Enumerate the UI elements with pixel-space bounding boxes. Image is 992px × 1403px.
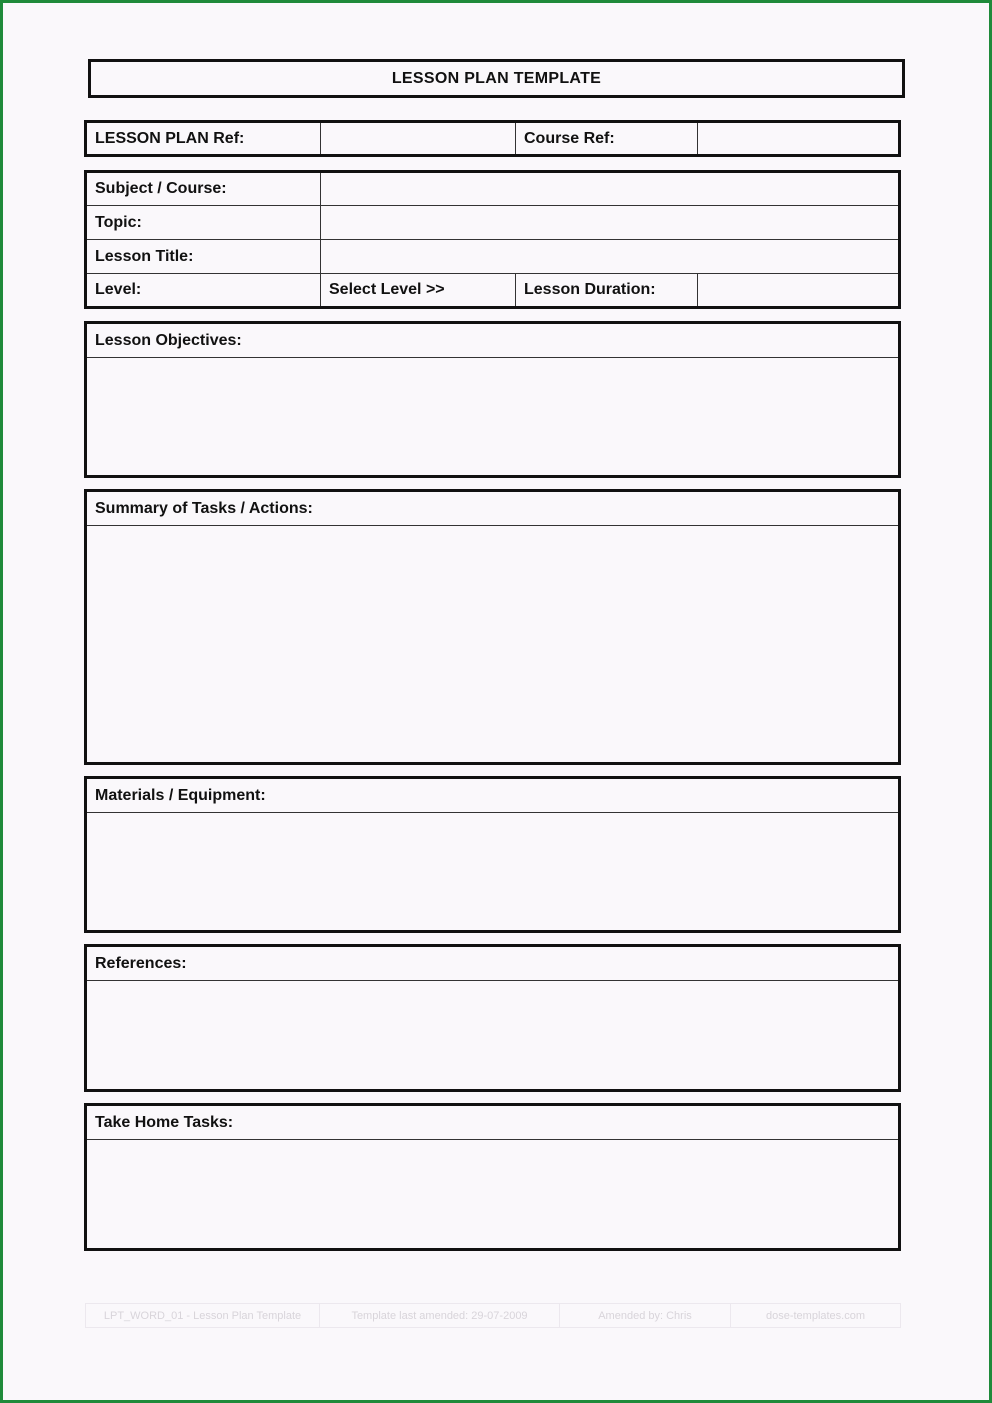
lesson-plan-ref-field[interactable] [321,122,516,156]
reference-table [84,120,901,157]
footer-site: dose-templates.com [765,1309,866,1322]
level-select[interactable]: Select Level >> [321,274,516,308]
summary-area[interactable] [87,526,898,762]
page-title: LESSON PLAN TEMPLATE [88,59,905,98]
footer-doc-code: LPT_WORD_01 - Lesson Plan Template [86,1304,320,1327]
take-home-area[interactable] [87,1140,898,1248]
details-table [84,170,901,309]
duration-label: Lesson Duration: [516,274,698,308]
materials-heading: Materials / Equipment: [87,779,898,813]
duration-field[interactable] [698,274,900,308]
footer-amended-by: Amended by: Chris [560,1304,731,1327]
level-label: Level: [86,274,321,308]
lesson-title-label: Lesson Title: [86,240,321,274]
subject-field[interactable] [321,172,900,206]
topic-field[interactable] [321,206,900,240]
summary-heading: Summary of Tasks / Actions: [87,492,898,526]
take-home-heading: Take Home Tasks: [87,1106,898,1140]
lesson-title-field[interactable] [321,240,900,274]
topic-label: Topic: [86,206,321,240]
course-ref-field[interactable] [698,122,900,156]
course-ref-label: Course Ref: [516,122,698,156]
objectives-area[interactable] [87,358,898,475]
objectives-section [84,321,901,478]
page-footer [85,1303,901,1328]
subject-label: Subject / Course: [86,172,321,206]
footer-amended: Template last amended: 29-07-2009 [320,1304,560,1327]
take-home-section [84,1103,901,1251]
materials-section [84,776,901,933]
summary-section [84,489,901,765]
references-area[interactable] [87,981,898,1089]
lesson-plan-ref-label: LESSON PLAN Ref: [86,122,321,156]
references-heading: References: [87,947,898,981]
references-section [84,944,901,1092]
materials-area[interactable] [87,813,898,930]
objectives-heading: Lesson Objectives: [87,324,898,358]
